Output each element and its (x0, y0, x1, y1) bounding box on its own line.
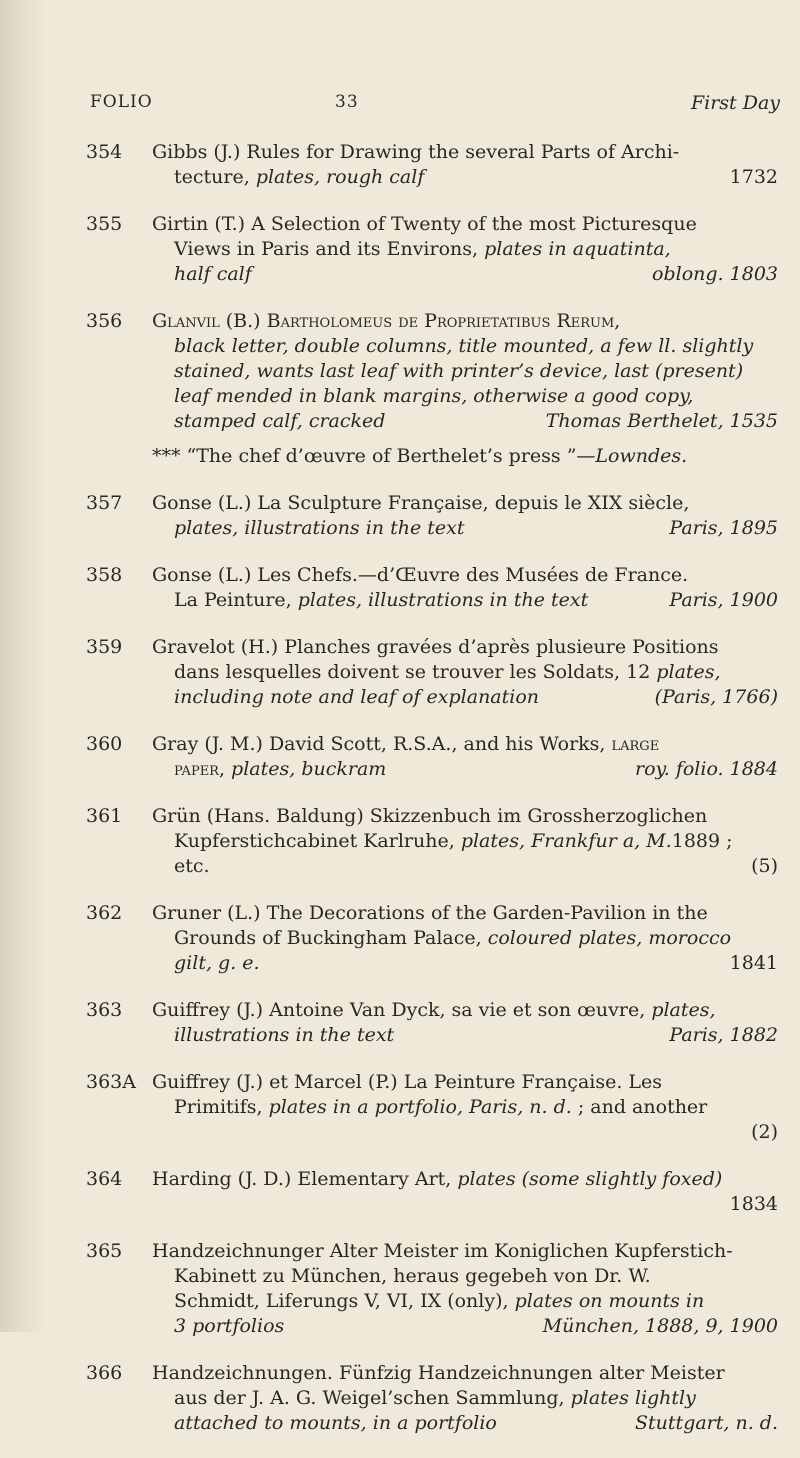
entry-line: Girtin (T.) A Selection of Twenty of the most Picturesque (152, 213, 697, 235)
entry-line: dans lesquelles doivent se trouver les Soldats, 12 plates, (174, 661, 721, 683)
entry-date: München, 1888, 9, 1900 (542, 1315, 778, 1337)
entry-date: 1841 (729, 952, 778, 974)
lot-entry (0, 1167, 800, 1217)
entry-line: Guiffrey (J.) Antoine Van Dyck, sa vie et son œuvre, plates, (152, 999, 716, 1021)
entry-line: black letter, double columns, title mounted, a few ll. slightly (174, 335, 754, 357)
entry-date: (Paris, 1766) (654, 686, 778, 708)
lot-number: 355 (86, 213, 123, 235)
entry-date: Paris, 1895 (669, 517, 778, 539)
lot-entry (0, 1239, 800, 1339)
entry-count: (2) (751, 1121, 778, 1143)
lot-entry (0, 1070, 800, 1145)
entry-date: Paris, 1900 (669, 589, 778, 611)
entry-date: Thomas Berthelet, 1535 (545, 410, 778, 432)
lot-entry (0, 1361, 800, 1436)
entry-line: Gravelot (H.) Planches gravées d’après plusieure Positions (152, 636, 719, 658)
entry-line: Schmidt, Liferungs V, VI, IX (only), plates on mounts in (174, 1290, 705, 1312)
lot-number: 360 (86, 733, 123, 755)
entry-line: Gruner (L.) The Decorations of the Garden-Pavilion in the (152, 902, 708, 924)
lot-number: 363A (86, 1071, 136, 1093)
lot-entry (0, 140, 800, 190)
entry-line: Glanvil (B.) Bartholomeus de Proprietatibus Rerum, (152, 310, 621, 332)
entry-line: La Peinture, plates, illustrations in the text Paris, 1900 (174, 589, 778, 611)
entry-note: *** “The chef d’œuvre of Berthelet’s press ”—Lowndes. (152, 445, 688, 467)
catalogue-entries (0, 140, 800, 1458)
lot-entry (0, 563, 800, 613)
entry-line: aus der J. A. G. Weigel’schen Sammlung, plates lightly (174, 1387, 696, 1409)
entry-line: Views in Paris and its Environs, plates in aquatinta, (174, 238, 671, 260)
entry-date: oblong. 1803 (652, 263, 778, 285)
entry-line: Kupferstichcabinet Karlruhe, plates, Frankfur a, M.1889 ; (174, 830, 733, 852)
lot-number: 361 (86, 805, 123, 827)
entry-line: tecture, plates, rough calf 1732 (174, 166, 778, 188)
lot-number: 359 (86, 636, 123, 658)
lot-entry (0, 212, 800, 287)
lot-entry (0, 998, 800, 1048)
entry-line: etc. (5) (174, 855, 778, 877)
entry-line: Gray (J. M.) David Scott, R.S.A., and his Works, large (152, 733, 660, 755)
lot-number: 362 (86, 902, 123, 924)
entry-line: half calf oblong. 1803 (174, 263, 778, 285)
lot-number: 354 (86, 141, 123, 163)
lot-number: 363 (86, 999, 123, 1021)
entry-line: Grounds of Buckingham Palace, coloured plates, morocco (174, 927, 732, 949)
entry-date: 1732 (729, 166, 778, 188)
lot-number: 358 (86, 564, 123, 586)
lot-entry (0, 309, 800, 469)
entry-line: Guiffrey (J.) et Marcel (P.) La Peinture Française. Les (152, 1071, 663, 1093)
lot-number: 365 (86, 1240, 123, 1262)
lot-entry (0, 901, 800, 976)
entry-count: (5) (751, 855, 778, 877)
entry-line: attached to mounts, in a portfolio Stuttgart, n. d. (174, 1412, 778, 1434)
entry-line: Handzeichnunger Alter Meister im Koniglichen Kupferstich- (152, 1240, 733, 1262)
entry-line: Primitifs, plates in a portfolio, Paris, n. d. ; and another (174, 1096, 708, 1118)
lot-number: 356 (86, 310, 123, 332)
entry-line: paper, plates, buckram roy. folio. 1884 (174, 758, 778, 780)
lot-entry (0, 804, 800, 879)
entry-date: roy. folio. 1884 (635, 758, 778, 780)
entry-line: Kabinett zu München, heraus gegebeh von Dr. W. (174, 1265, 651, 1287)
entry-line: plates, illustrations in the text Paris, 1895 (174, 517, 778, 539)
entry-line (152, 1120, 778, 1145)
lot-number: 364 (86, 1168, 123, 1190)
page-number: 33 (335, 92, 359, 112)
entry-line: illustrations in the text Paris, 1882 (174, 1024, 778, 1046)
entry-date: Stuttgart, n. d. (635, 1412, 778, 1434)
entry-line: Grün (Hans. Baldung) Skizzenbuch im Grossherzoglichen (152, 805, 708, 827)
entry-date: 1834 (729, 1193, 778, 1215)
entry-line: Harding (J. D.) Elementary Art, plates (some slightly foxed) (152, 1168, 723, 1190)
entry-line: leaf mended in blank margins, otherwise a good copy, (174, 385, 694, 407)
entry-line: stained, wants last leaf with printer’s device, last (present) (174, 360, 744, 382)
lot-number: 366 (86, 1362, 123, 1384)
entry-line: Gonse (L.) Les Chefs.—d’Œuvre des Musées de France. (152, 564, 689, 586)
entry-line: Gonse (L.) La Sculpture Française, depuis le XIX siècle, (152, 492, 690, 514)
entry-line: gilt, g. e. 1841 (174, 952, 778, 974)
entry-line: including note and leaf of explanation (Paris, 1766) (174, 686, 778, 708)
entry-date: Paris, 1882 (669, 1024, 778, 1046)
lot-entry (0, 732, 800, 782)
header-folio: FOLIO (90, 92, 153, 112)
header-day: First Day (690, 92, 780, 114)
entry-line: stamped calf, cracked Thomas Berthelet, 1535 (174, 410, 778, 432)
lot-number: 357 (86, 492, 123, 514)
lot-entry (0, 635, 800, 710)
lot-entry (0, 491, 800, 541)
entry-line: Handzeichnungen. Fünfzig Handzeichnungen alter Meister (152, 1362, 725, 1384)
entry-line: 3 portfolios München, 1888, 9, 1900 (174, 1315, 778, 1337)
entry-line (152, 1192, 778, 1217)
page-header (90, 92, 780, 122)
entry-line: Gibbs (J.) Rules for Drawing the several Parts of Archi- (152, 141, 680, 163)
